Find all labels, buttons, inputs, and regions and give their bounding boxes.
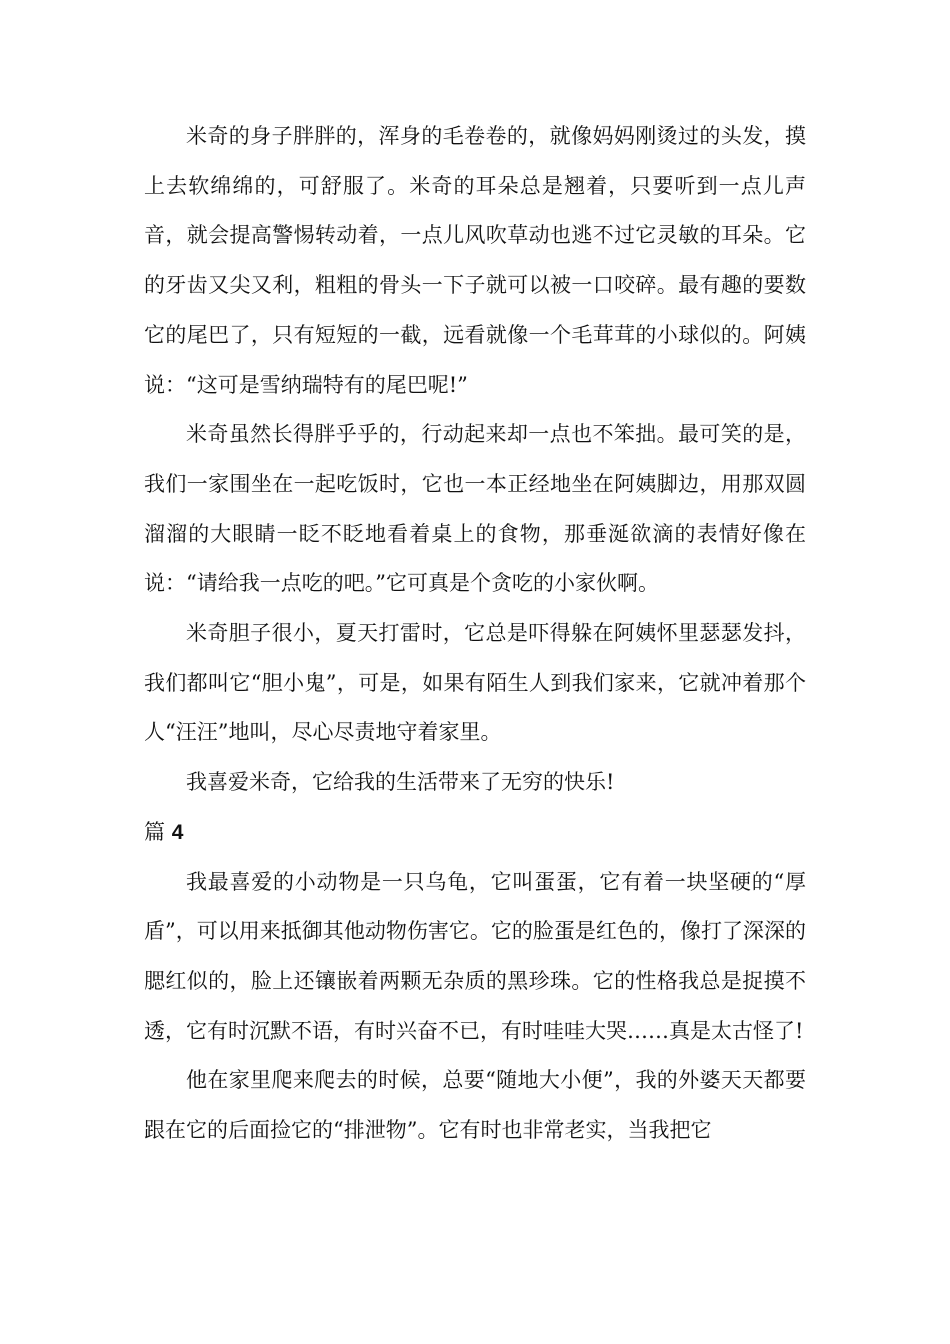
paragraph-turtle-intro: 我最喜爱的小动物是一只乌龟，它叫蛋蛋，它有着一块坚硬的“厚盾”，可以用来抵御其他动物伤害它。它的脸蛋是红色的，像打了深深的腮红似的，脸上还镶嵌着两颗无杂质的黑珍珠。它的性格我总是捉摸不透，它有时沉默不语，有时兴奋不已，有时哇哇大哭……真是太古怪了! [144, 869, 806, 1043]
document-page [144, 112, 806, 1156]
paragraph-turtle-habits: 他在家里爬来爬去的时候，总要“随地大小便”，我的外婆天天都要跟在它的后面捡它的“排泄物”。它有时也非常老实，当我把它 [144, 1068, 806, 1143]
section-heading [144, 808, 806, 858]
paragraph-mickey-timid: 米奇胆子很小，夏天打雷时，它总是吓得躲在阿姨怀里瑟瑟发抖，我们都叫它“胆小鬼”，可是，如果有陌生人到我们家来，它就冲着那个人“汪汪”地叫，尽心尽责地守着家里。 [144, 621, 806, 745]
paragraph-mickey-behavior: 米奇虽然长得胖乎乎的，行动起来却一点也不笨拙。最可笑的是，我们一家围坐在一起吃饭时，它也一本正经地坐在阿姨脚边，用那双圆溜溜的大眼睛一眨不眨地看着桌上的食物，那垂涎欲滴的表情好像在说：“请给我一点吃的吧。”它可真是个贪吃的小家伙啊。 [144, 422, 806, 596]
section-heading-number: 4 [171, 820, 184, 844]
section-heading-label: 篇 [144, 819, 165, 844]
paragraph-mickey-conclusion: 我喜爱米奇，它给我的生活带来了无穷的快乐! [186, 770, 615, 795]
paragraph-mickey-appearance: 米奇的身子胖胖的，浑身的毛卷卷的，就像妈妈刚烫过的头发，摸上去软绵绵的，可舒服了。米奇的耳朵总是翘着，只要听到一点儿声音，就会提高警惕转动着，一点儿风吹草动也逃不过它灵敏的耳朵。它的牙齿又尖又利，粗粗的骨头一下子就可以被一口咬碎。最有趣的要数它的尾巴了，只有短短的一截，远看就像一个毛茸茸的小球似的。阿姨说：“这可是雪纳瑞特有的尾巴呢!” [144, 124, 806, 397]
